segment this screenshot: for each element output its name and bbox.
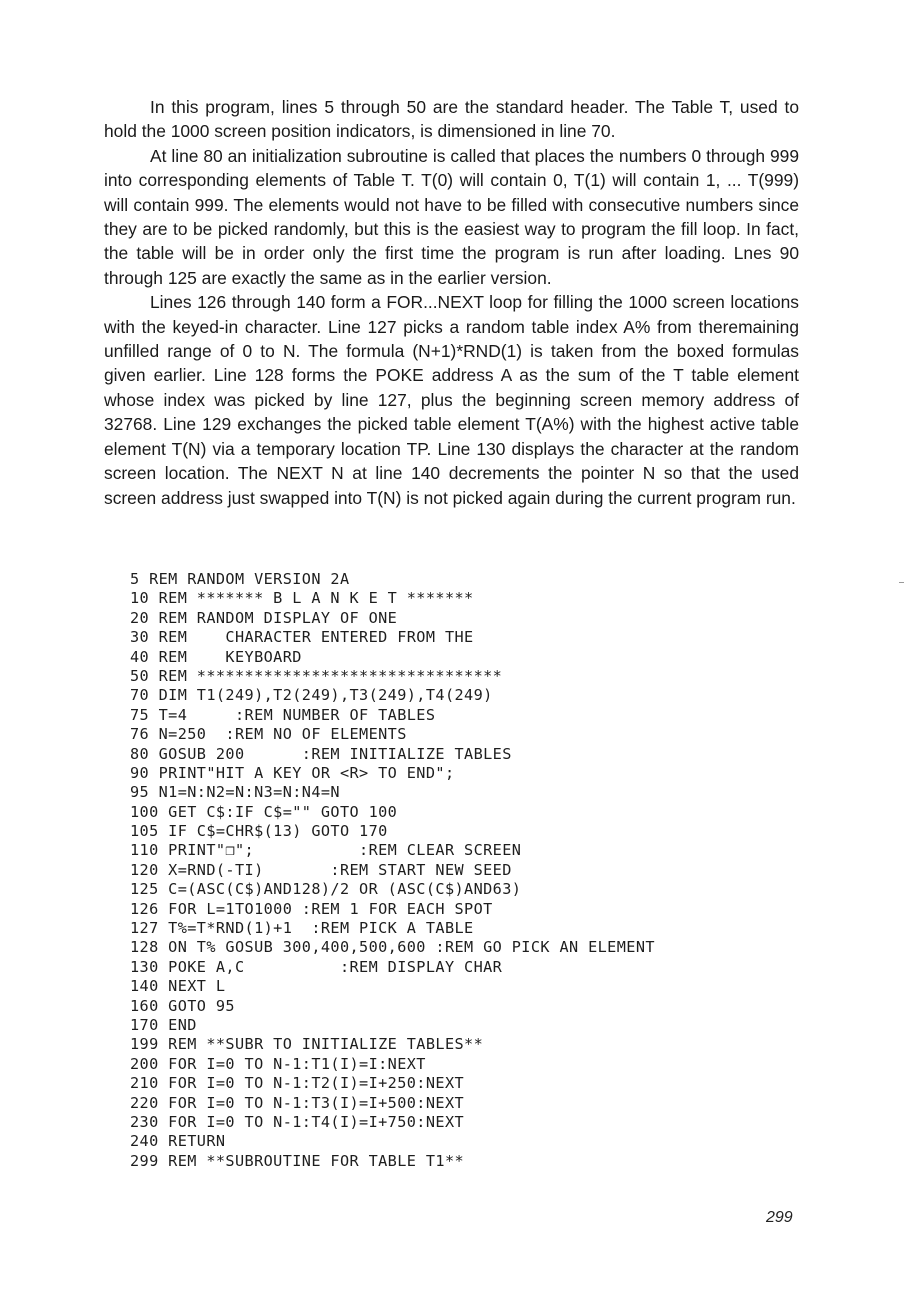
code-line: 127 T%=T*RND(1)+1 :REM PICK A TABLE xyxy=(130,919,474,938)
code-line: 50 REM ******************************** xyxy=(130,666,503,685)
code-line: 70 DIM T1(249),T2(249),T3(249),T4(249) xyxy=(130,686,493,705)
code-line: 105 IF C$=CHR$(13) GOTO 170 xyxy=(130,822,388,841)
code-line: 170 END xyxy=(130,1015,197,1034)
code-line: 30 REM CHARACTER ENTERED FROM THE xyxy=(130,628,474,647)
code-line: 199 REM **SUBR TO INITIALIZE TABLES** xyxy=(130,1035,484,1054)
code-line: 90 PRINT"HIT A KEY OR <R> TO END"; xyxy=(130,763,455,782)
code-line: 200 FOR I=0 TO N-1:T1(I)=I:NEXT xyxy=(130,1054,426,1073)
body-text xyxy=(104,95,799,510)
code-line: 126 FOR L=1TO1000 :REM 1 FOR EACH SPOT xyxy=(130,899,493,918)
code-line: 220 FOR I=0 TO N-1:T3(I)=I+500:NEXT xyxy=(130,1093,465,1112)
paragraph-3: Lines 126 through 140 form a FOR...NEXT loop for filling the 1000 screen locations with the keyed-in character. Line 127 picks a random table index A% from theremaining unfilled range of 0 to N. The formula (N+1)*RND(1) is taken from the boxed formulas given earlier. Line 128 forms the POKE address A as the sum of the T table element whose index was picked by line 127, plus the beginning screen memory address of 32768. Line 129 exchanges the picked table element T(A%) with the highest active table element T(N) via a temporary location TP. Line 130 displays the character at the random screen location. The NEXT N at line 140 decrements the pointer N so that the used screen address just swapped into T(N) is not picked again during the current program run. xyxy=(104,292,799,508)
code-line: 76 N=250 :REM NO OF ELEMENTS xyxy=(130,725,407,744)
paragraph-1: In this program, lines 5 through 50 are the standard header. The Table T, used to hold the 1000 screen position indicators, is dimensioned in line 70. xyxy=(104,97,799,142)
code-line: 210 FOR I=0 TO N-1:T2(I)=I+250:NEXT xyxy=(130,1074,465,1093)
code-line: 140 NEXT L xyxy=(130,977,226,996)
basic-program-listing xyxy=(130,570,870,1171)
margin-mark xyxy=(899,582,904,583)
code-line: 128 ON T% GOSUB 300,400,500,600 :REM GO PICK AN ELEMENT xyxy=(130,938,655,957)
code-line: 40 REM KEYBOARD xyxy=(130,647,302,666)
page-number: 299 xyxy=(766,1209,793,1226)
code-line: 95 N1=N:N2=N:N3=N:N4=N xyxy=(130,783,340,802)
paragraph-2: At line 80 an initialization subroutine is called that places the numbers 0 through 999 into corresponding elements of Table T. T(0) will contain 0, T(1) will contain 1, ... T(999) will contain 999. The elements would not have to be filled with consecutive numbers since they are to be picked randomly, but this is the easiest way to program the fill loop. In fact, the table will be in order only the first time the program is run after loading. Lnes 90 through 125 are exactly the same as in the earlier version. xyxy=(104,145,799,288)
code-line: 110 PRINT"❒"; :REM CLEAR SCREEN xyxy=(130,841,522,860)
code-line: 240 RETURN xyxy=(130,1132,226,1151)
code-line: 20 REM RANDOM DISPLAY OF ONE xyxy=(130,608,398,627)
code-line: 5 REM RANDOM VERSION 2A xyxy=(130,570,350,588)
code-line: 125 C=(ASC(C$)AND128)/2 OR (ASC(C$)AND63) xyxy=(130,880,522,899)
code-line: 299 REM **SUBROUTINE FOR TABLE T1** xyxy=(130,1151,465,1170)
code-line: 100 GET C$:IF C$="" GOTO 100 xyxy=(130,802,398,821)
code-line: 160 GOTO 95 xyxy=(130,996,235,1015)
code-line: 130 POKE A,C :REM DISPLAY CHAR xyxy=(130,957,503,976)
code-line: 80 GOSUB 200 :REM INITIALIZE TABLES xyxy=(130,744,512,763)
code-line: 120 X=RND(-TI) :REM START NEW SEED xyxy=(130,860,512,879)
code-line: 10 REM ******* B L A N K E T ******* xyxy=(130,589,474,608)
code-line: 75 T=4 :REM NUMBER OF TABLES xyxy=(130,705,436,724)
code-line: 230 FOR I=0 TO N-1:T4(I)=I+750:NEXT xyxy=(130,1112,465,1131)
